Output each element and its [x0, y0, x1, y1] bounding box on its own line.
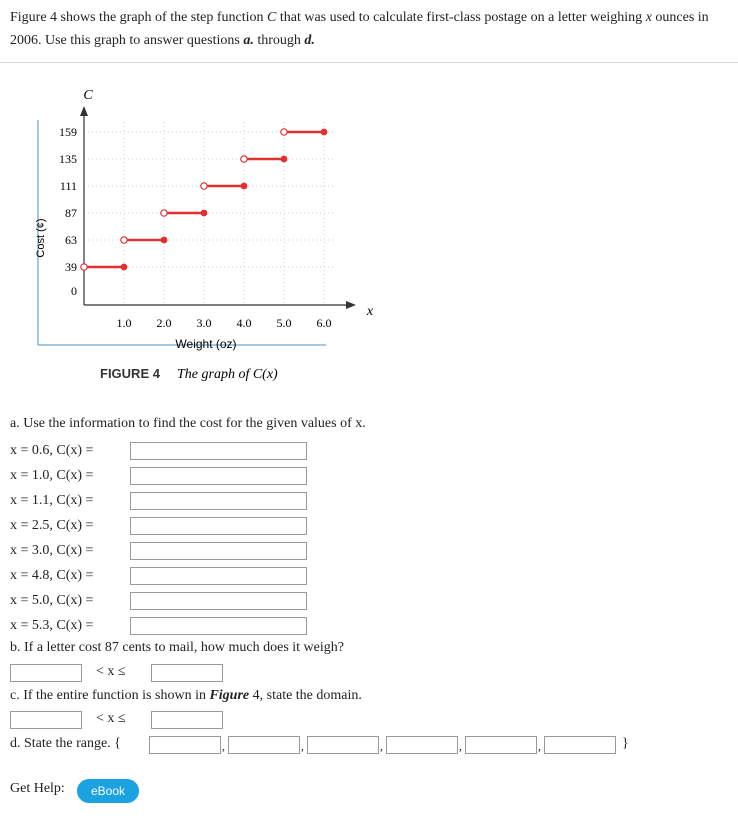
- x-tick-label: 2.0: [156, 316, 172, 330]
- part-d-range-input[interactable]: [149, 736, 221, 754]
- open-endpoint: [281, 129, 287, 135]
- part-d-comma: ,: [222, 739, 225, 753]
- part-a-expression: x = 5.0, C(x) =: [10, 593, 94, 608]
- part-a-row: [10, 590, 128, 612]
- closed-endpoint: [121, 264, 128, 271]
- intro-question-d: d.: [304, 33, 315, 48]
- open-endpoint: [201, 183, 207, 189]
- closed-endpoint: [321, 129, 328, 136]
- part-a-row: [10, 615, 128, 637]
- x-tick-label: 3.0: [196, 316, 212, 330]
- open-endpoint: [161, 210, 167, 216]
- figure-caption: The graph of C(x): [177, 367, 278, 382]
- part-a-answer-input[interactable]: [130, 442, 307, 460]
- part-c-prompt: c. If the entire function is shown in Figure 4, state the domain.: [10, 688, 362, 703]
- separator: [0, 62, 738, 63]
- closed-endpoint: [201, 210, 208, 217]
- x-tick-label: 6.0: [316, 316, 332, 330]
- closed-endpoint: [161, 237, 168, 244]
- part-a-expression: x = 2.5, C(x) =: [10, 518, 94, 533]
- closed-endpoint: [241, 183, 248, 190]
- part-a-row: [10, 565, 128, 587]
- part-b-prompt: b. If a letter cost 87 cents to mail, how much does it weigh?: [10, 640, 344, 655]
- chart-axes: [38, 106, 356, 345]
- part-d-comma: ,: [538, 739, 541, 753]
- x-tick-label: 5.0: [276, 316, 292, 330]
- chart-grid: [84, 122, 334, 305]
- intro-variable: x: [645, 10, 652, 25]
- part-d-range-input[interactable]: [307, 736, 379, 754]
- closed-endpoint: [281, 156, 288, 163]
- part-d-prompt: d. State the range. {: [10, 736, 121, 751]
- y-tick-label: 159: [59, 125, 77, 139]
- x-axis-arrow: [346, 301, 356, 309]
- step-function-chart: [0, 70, 374, 385]
- y-axis-label: Cost (¢): [35, 218, 47, 258]
- intro-text: that was used to calculate first-class postage on a letter weighing: [276, 10, 646, 25]
- part-c-upper-input[interactable]: [151, 711, 223, 729]
- part-d-range-input[interactable]: [544, 736, 616, 754]
- part-d-comma: ,: [459, 739, 462, 753]
- open-endpoint: [241, 156, 247, 162]
- part-d-range-input[interactable]: [228, 736, 300, 754]
- part-d-comma: ,: [301, 739, 304, 753]
- part-d-close-brace: }: [622, 736, 629, 751]
- part-a-answer-input[interactable]: [130, 592, 307, 610]
- intro-text: ounces in 2006. Use this graph to answer questions: [10, 10, 709, 48]
- part-a-expression: x = 1.0, C(x) =: [10, 468, 94, 483]
- x-tick-label: 1.0: [116, 316, 132, 330]
- part-a-answer-input[interactable]: [130, 567, 307, 585]
- part-a-answer-input[interactable]: [130, 492, 307, 510]
- open-endpoint: [121, 237, 127, 243]
- x-axis-label: Weight (oz): [175, 337, 237, 351]
- part-b-upper-input[interactable]: [151, 664, 223, 682]
- part-a-answer-input[interactable]: [130, 467, 307, 485]
- y-axis-arrow: [80, 106, 88, 116]
- part-a-expression: x = 4.8, C(x) =: [10, 568, 94, 583]
- part-a-answer-input[interactable]: [130, 542, 307, 560]
- y-tick-label: 39: [65, 260, 77, 274]
- figure-label: FIGURE 4: [100, 366, 160, 381]
- part-d-comma: ,: [380, 739, 383, 753]
- y-axis-letter: C: [83, 88, 93, 103]
- y-tick-label: 111: [59, 179, 77, 193]
- intro-question-a: a.: [243, 33, 254, 48]
- part-a-answer-input[interactable]: [130, 617, 307, 635]
- part-a-row: [10, 465, 128, 487]
- intro-text: Figure 4 shows the graph of the step function: [10, 10, 268, 25]
- part-a-expression: x = 5.3, C(x) =: [10, 618, 94, 633]
- part-d-range-input[interactable]: [386, 736, 458, 754]
- get-help-label: Get Help:: [10, 781, 65, 796]
- part-a-row: [10, 440, 128, 462]
- y-tick-label: 87: [65, 206, 77, 220]
- y-tick-label: 63: [65, 233, 77, 247]
- part-a-expression: x = 3.0, C(x) =: [10, 543, 94, 558]
- intro-function: C: [267, 10, 277, 25]
- intro-text: through: [253, 33, 305, 48]
- chart-marks: [81, 129, 328, 271]
- ebook-button[interactable]: eBook: [77, 779, 139, 803]
- part-d-range-input[interactable]: [465, 736, 537, 754]
- part-a-row: [10, 490, 128, 512]
- x-axis-letter: x: [366, 304, 374, 319]
- part-a-row: [10, 515, 128, 537]
- part-c-lower-input[interactable]: [10, 711, 82, 729]
- x-tick-label: 4.0: [236, 316, 252, 330]
- part-b-inequality: < x ≤: [96, 664, 126, 679]
- problem-intro: [10, 6, 725, 52]
- part-a-row: [10, 540, 128, 562]
- part-a-answer-input[interactable]: [130, 517, 307, 535]
- open-endpoint: [81, 264, 87, 270]
- y-tick-label: 135: [59, 152, 77, 166]
- part-a-expression: x = 0.6, C(x) =: [10, 443, 94, 458]
- part-b-lower-input[interactable]: [10, 664, 82, 682]
- part-a-expression: x = 1.1, C(x) =: [10, 493, 94, 508]
- part-c-inequality: < x ≤: [96, 711, 126, 726]
- part-a-prompt: a. Use the information to find the cost for the given values of x.: [10, 416, 366, 431]
- y-tick-label: 0: [71, 284, 77, 298]
